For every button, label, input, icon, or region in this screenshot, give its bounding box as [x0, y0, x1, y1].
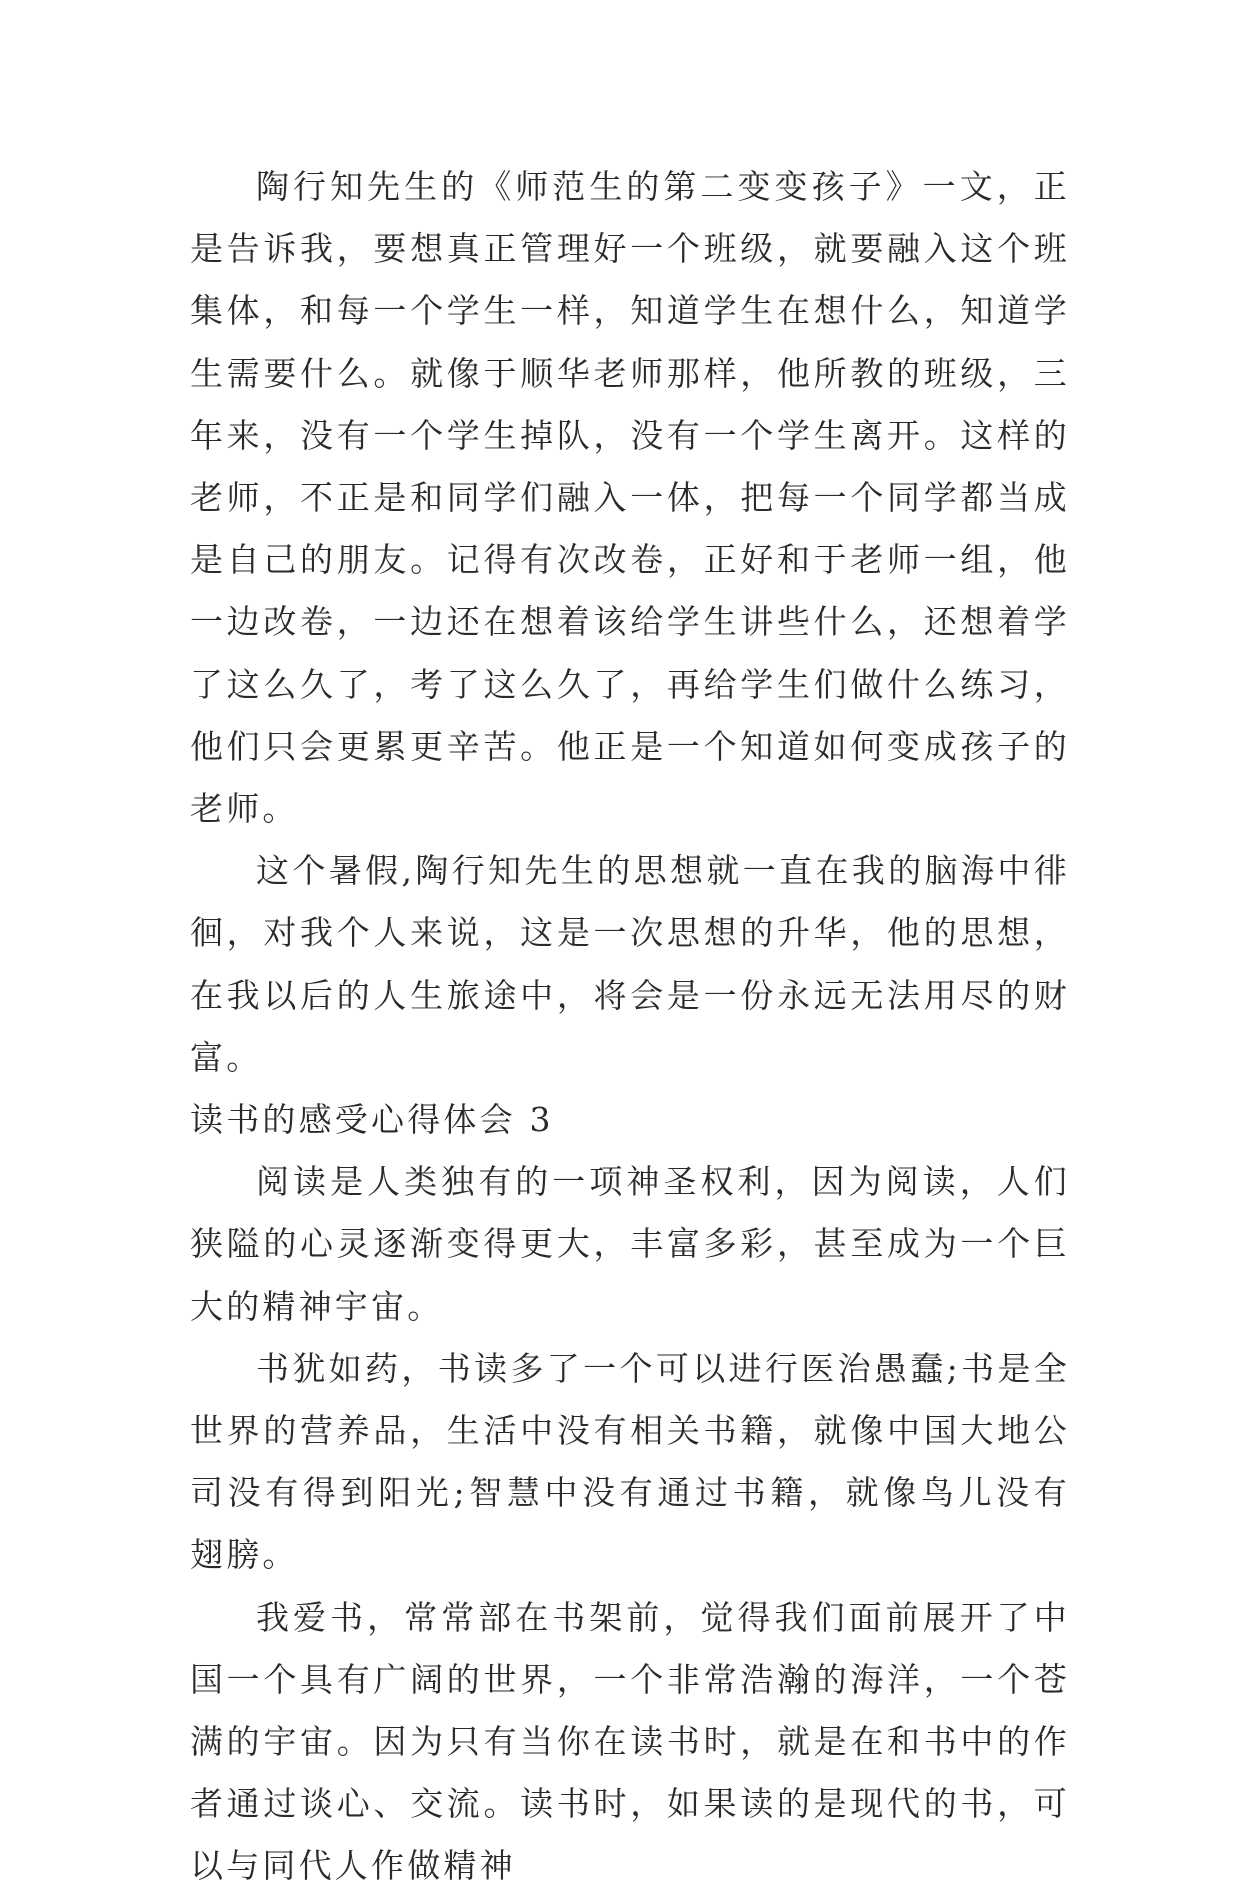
paragraph-tao-xingzhi-essay: 陶行知先生的《师范生的第二变变孩子》一文，正是告诉我，要想真正管理好一个班级，就要融入这个班集体，和每一个学生一样，知道学生在想什么，知道学生需要什么。就像于顺华老师那样，他所教的班级，三年来，没有一个学生掉队，没有一个学生离开。这样的老师，不正是和同学们融入一体，把每一个同学都当成是自己的朋友。记得有次改卷，正好和于老师一组，他一边改卷，一边还在想着该给学生讲些什么，还想着学了这么久了，考了这么久了，再给学生们做什么练习，他们只会更累更辛苦。他正是一个知道如何变成孩子的老师。 [190, 167, 1070, 829]
paragraph-reading-right: 阅读是人类独有的一项神圣权利，因为阅读，人们狭隘的心灵逐渐变得更大，丰富多彩，甚至成为一个巨大的精神宇宙。 [190, 1162, 1070, 1326]
paragraph-summer-reflection: 这个暑假,陶行知先生的思想就一直在我的脑海中徘徊，对我个人来说，这是一次思想的升华，他的思想，在我以后的人生旅途中，将会是一份永远无法用尽的财富。 [190, 851, 1070, 1077]
paragraph-love-books: 我爱书，常常部在书架前，觉得我们面前展开了中国一个具有广阔的世界，一个非常浩瀚的海洋，一个苍满的宇宙。因为只有当你在读书时，就是在和书中的作者通过谈心、交流。读书时，如果读的是现代的书，可以与同代人作做精神 [190, 1597, 1070, 1886]
document-body [190, 156, 1070, 1898]
paragraph-books-medicine: 书犹如药，书读多了一个可以进行医治愚蠢;书是全世界的营养品，生活中没有相关书籍，就像中国大地公司没有得到阳光;智慧中没有通过书籍，就像鸟儿没有翅膀。 [190, 1348, 1070, 1575]
section-heading: 读书的感受心得体会 3 [190, 1100, 554, 1140]
